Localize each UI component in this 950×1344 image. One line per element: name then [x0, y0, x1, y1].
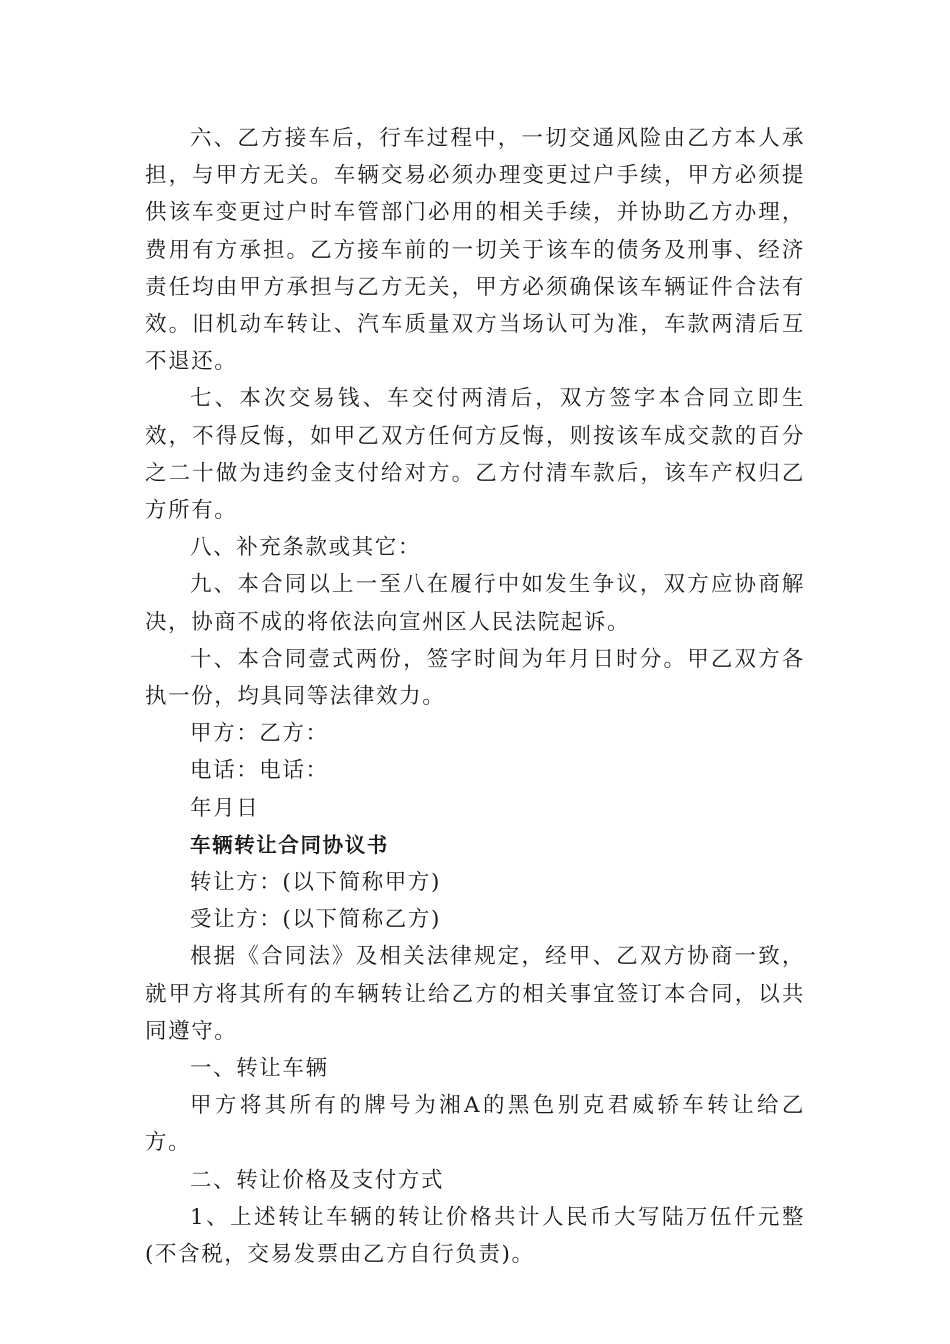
clause-10: 十、本合同壹式两份，签字时间为年月日时分。甲乙双方各执一份，均具同等法律效力。 — [145, 646, 805, 710]
clause-7: 七、本次交易钱、车交付两清后，双方签字本合同立即生效，不得反悔，如甲乙双方任何方反悔，则按该车成交款的百分之二十做为违约金支付给对方。乙方付清车款后，该车产权归乙方所有。 — [145, 386, 805, 524]
clause-9: 九、本合同以上一至八在履行中如发生争议，双方应协商解决，协商不成的将依法向宣州区人民法院起诉。 — [145, 572, 805, 635]
section-2-item-1: 1、上述转让车辆的转让价格共计人民币大写陆万伍仟元整(不含税，交易发票由乙方自行负责)。 — [145, 1204, 805, 1268]
contract-title: 车辆转让合同协议书 — [190, 832, 389, 857]
transferee-line: 受让方：(以下简称乙方) — [190, 907, 441, 933]
clause-6: 六、乙方接车后，行车过程中，一切交通风险由乙方本人承担，与甲方无关。车辆交易必须办理变更过户手续，甲方必须提供该车变更过户时车管部门必用的相关手续，并协助乙方办理，费用有方承担。乙方接车前的一切关于该车的债务及刑事、经济责任均由甲方承担与乙方无关，甲方必须确保该车辆证件合法有效。旧机动车转让、汽车质量双方当场认可为准，车款两清后互不退还。 — [145, 126, 805, 375]
contract-intro: 根据《合同法》及相关法律规定，经甲、乙双方协商一致，就甲方将其所有的车辆转让给乙方的相关事宜签订本合同，以共同遵守。 — [145, 944, 805, 1044]
signature-parties: 甲方：乙方： — [190, 721, 329, 747]
section-1-body: 甲方将其所有的牌号为湘A的黑色别克君威轿车转让给乙方。 — [145, 1093, 805, 1156]
transferor-line: 转让方：(以下简称甲方) — [190, 870, 441, 896]
section-1-title: 一、转让车辆 — [190, 1056, 329, 1082]
signature-date: 年月日 — [190, 795, 260, 821]
document-page — [145, 120, 805, 1273]
section-2-title: 二、转让价格及支付方式 — [190, 1167, 445, 1193]
clause-8: 八、补充条款或其它： — [190, 535, 422, 561]
signature-phone: 电话：电话： — [190, 758, 329, 784]
